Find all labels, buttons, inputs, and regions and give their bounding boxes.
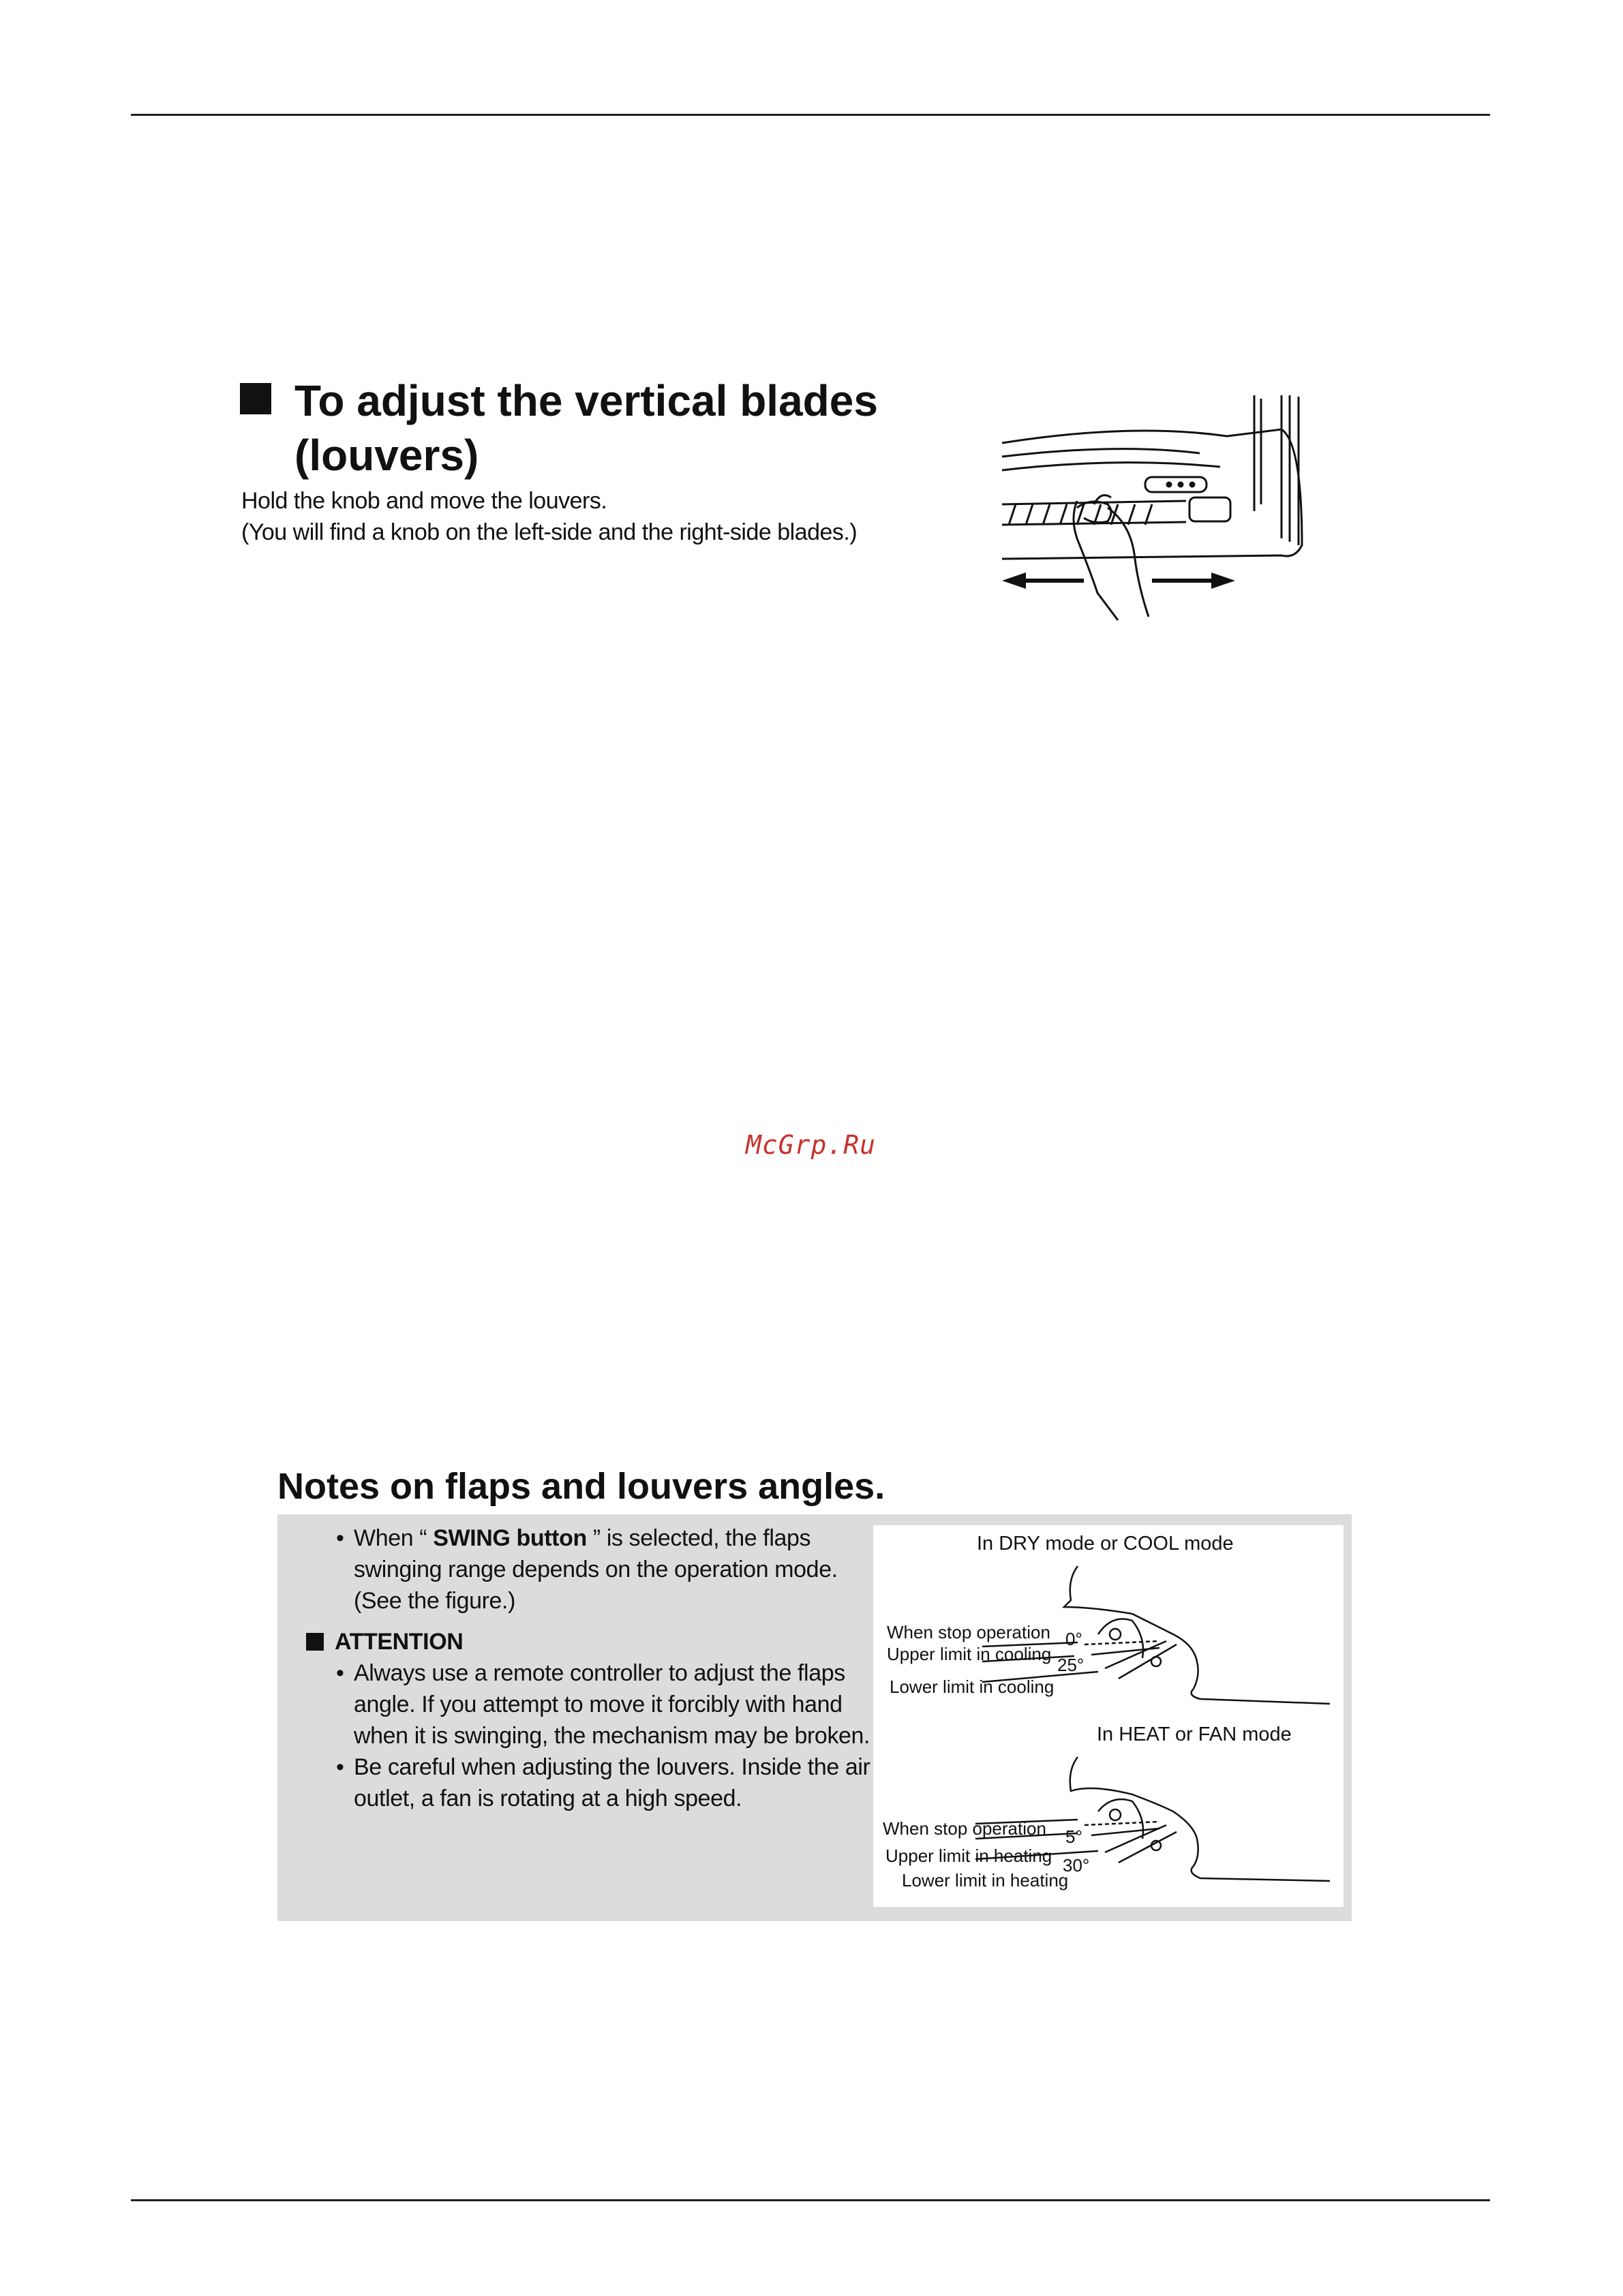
top-rule [131,114,1490,116]
swing-button-label: SWING button [433,1525,587,1551]
notes-title: Notes on flaps and louvers angles. [277,1466,885,1507]
heat-upper-label: Upper limit in heating [885,1846,1052,1866]
louver-adjust-illustration [995,388,1316,627]
section-title-louvers [240,373,922,483]
bullet-dot-icon: • [336,1660,344,1686]
flap-angle-figure [873,1525,1344,1907]
attention-item-2 [292,1751,879,1814]
heat-stop-label: When stop operation [883,1818,1046,1839]
cool-stop-label: When stop operation [887,1622,1050,1642]
title-line-2: (louvers) [294,431,479,480]
title-line-1: To adjust the vertical blades [294,376,878,425]
cool-stop-angle: 0° [1065,1629,1082,1649]
attention-item-text: Always use a remote controller to adjust the flaps angle. If you attempt to move it forcibly with hand when it is swinging, the mechanism may be broken. [354,1660,870,1749]
square-bullet-icon [240,383,271,414]
attention-item-1 [292,1657,879,1751]
heat-lower-label: Lower limit in heating [902,1870,1069,1891]
bottom-rule [131,2199,1490,2201]
heat-mode-heading: In HEAT or FAN mode [1097,1724,1292,1745]
cool-upper-label: Upper limit in cooling [887,1644,1052,1664]
cool-upper-angle: 25° [1057,1655,1084,1675]
swing-note-post: ” is selected, the flaps swinging range depends on the operation mode. (See the figure.) [354,1525,838,1614]
attention-item-text: Be careful when adjusting the louvers. Inside the air outlet, a fan is rotating at a high speed. [354,1754,870,1811]
heat-stop-angle: 5° [1065,1826,1082,1847]
attention-label: ATTENTION [335,1629,464,1655]
cool-lower-label: Lower limit in cooling [890,1677,1055,1697]
notes-text [292,1522,879,1814]
notes-box [277,1514,1352,1921]
swing-note [292,1522,879,1617]
bullet-dot-icon: • [336,1754,344,1780]
swing-note-pre: When “ [354,1525,434,1551]
body-line-2: (You will find a knob on the left-side and the right-side blades.) [241,519,858,545]
heat-upper-angle: 30° [1063,1855,1090,1876]
cool-mode-heading: In DRY mode or COOL mode [977,1533,1234,1555]
body-line-1: Hold the knob and move the louvers. [241,488,607,514]
square-bullet-icon [306,1633,324,1651]
section-body [241,485,857,548]
bullet-dot-icon: • [336,1525,344,1551]
watermark: McGrp.Ru [746,1130,877,1160]
attention-heading [292,1626,879,1657]
